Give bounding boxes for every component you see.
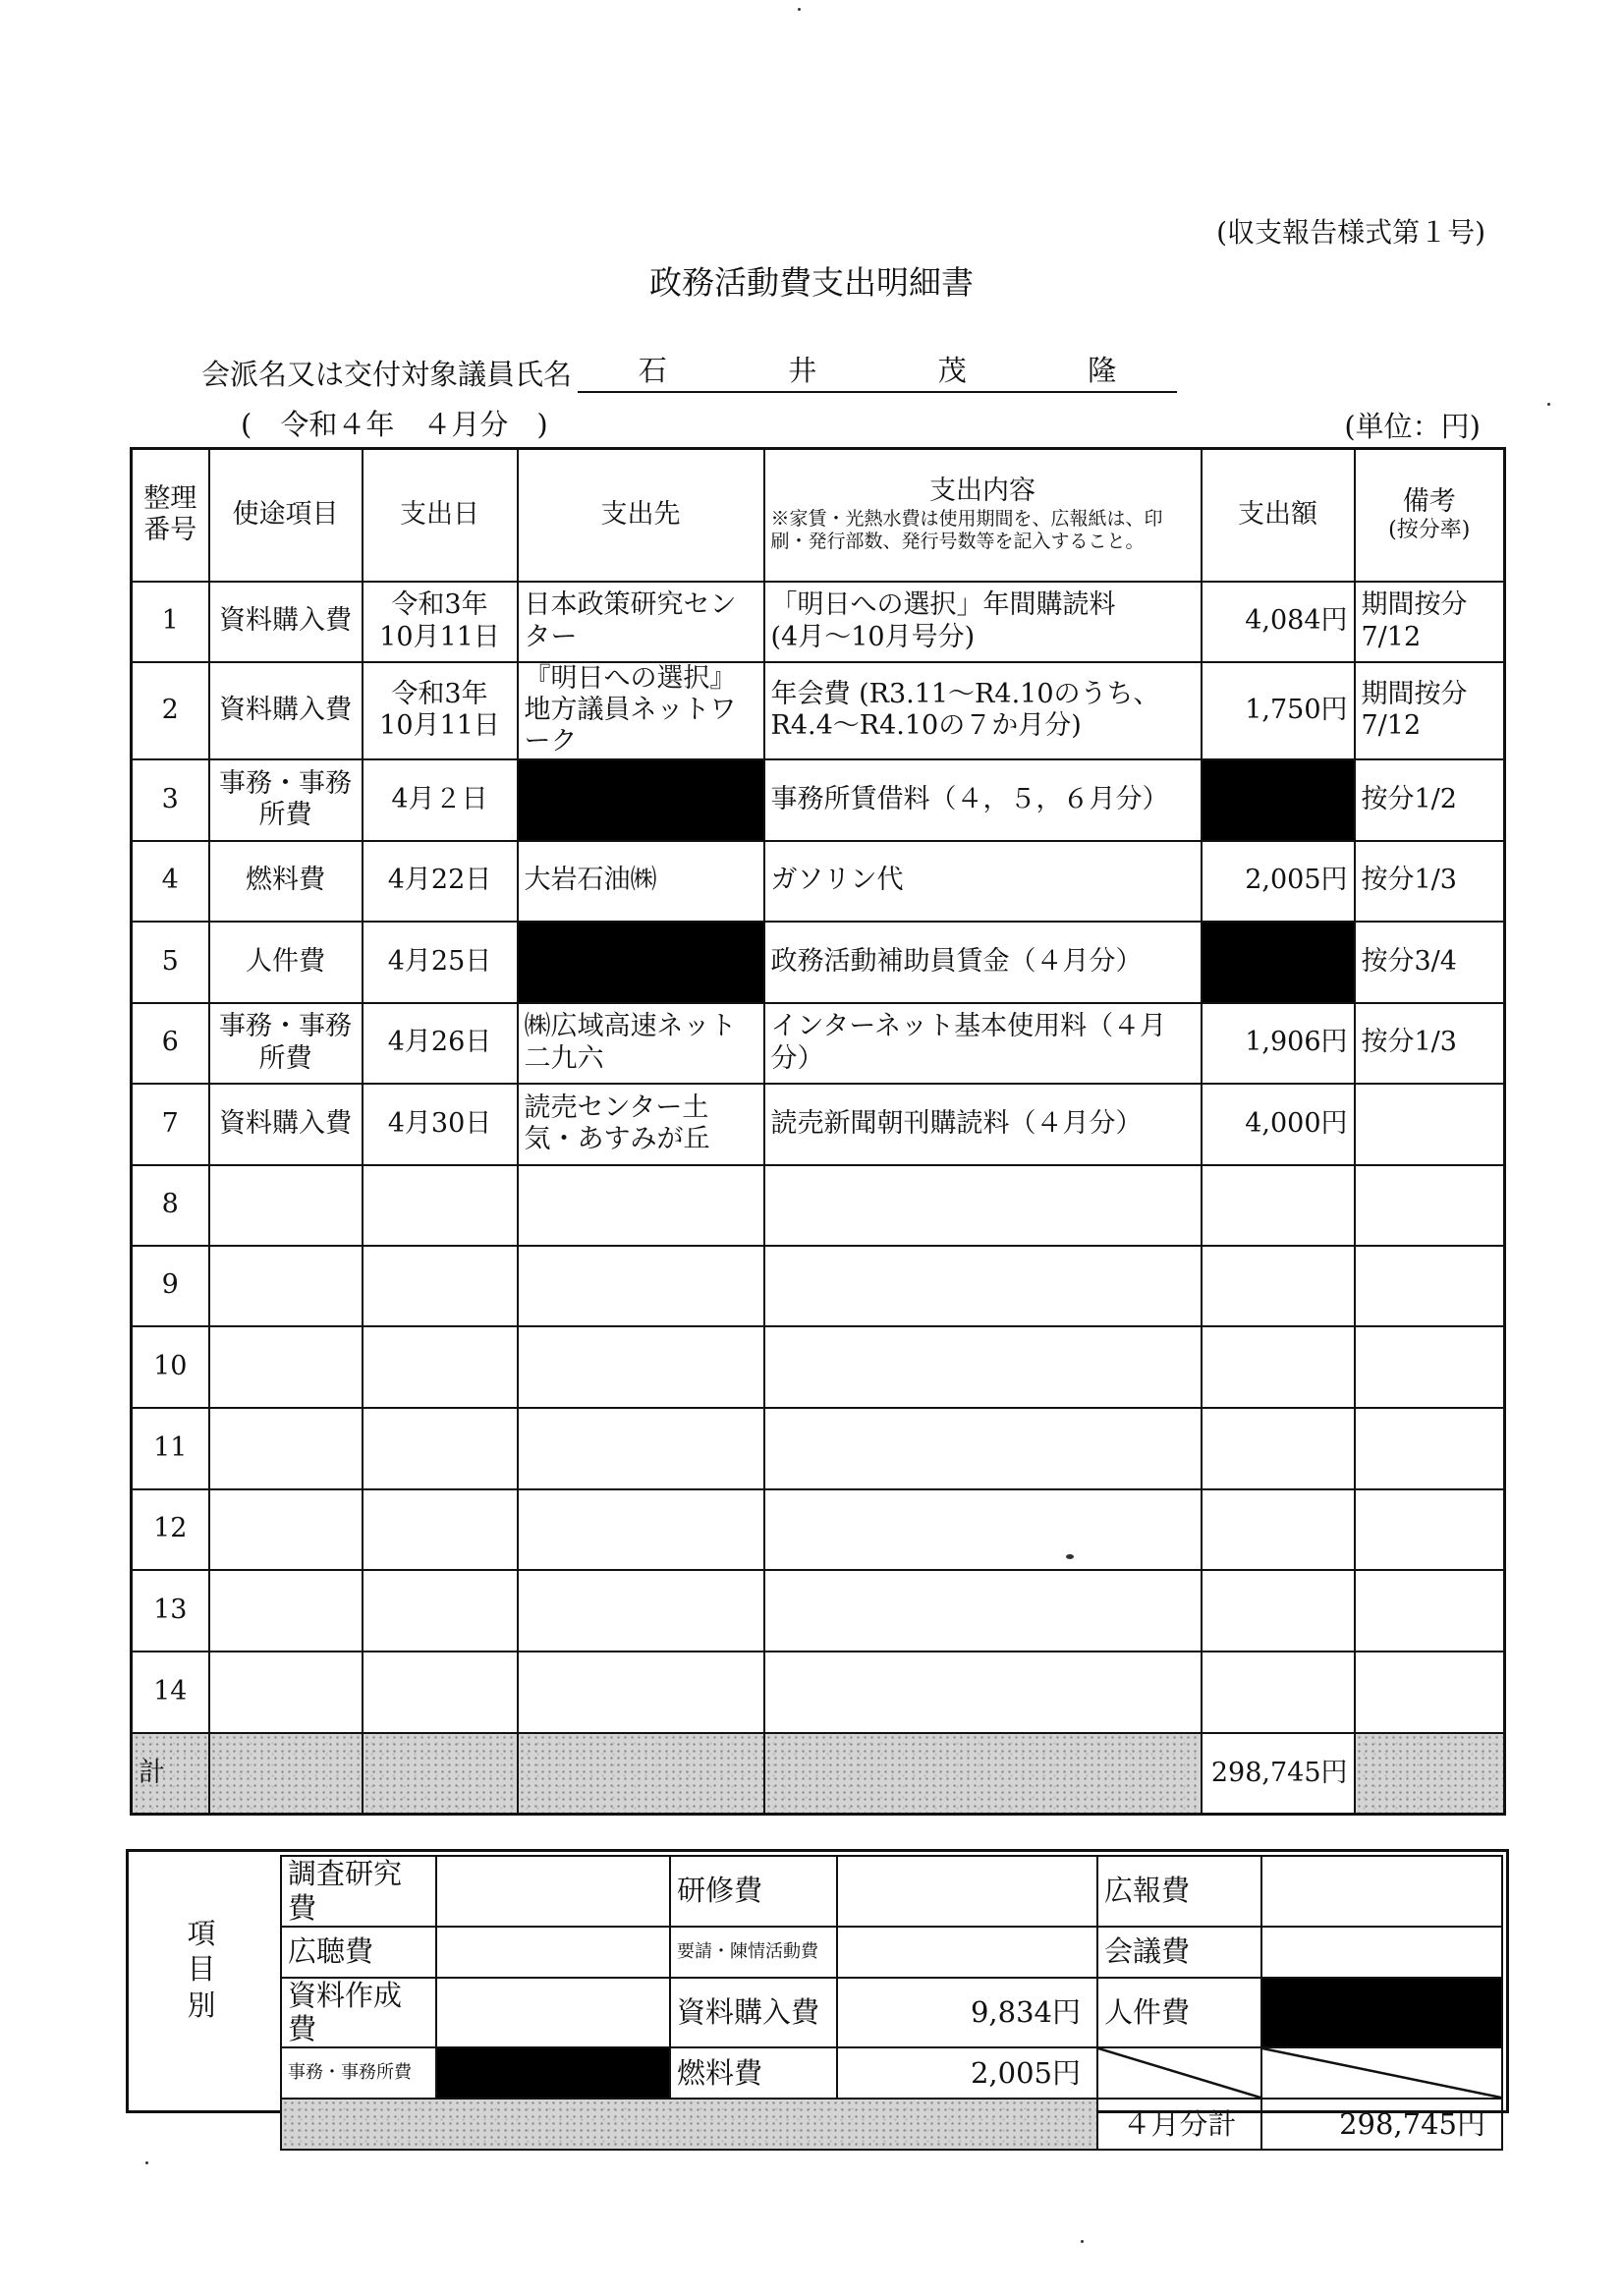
row-amount <box>1202 1489 1355 1570</box>
member-name <box>578 349 1177 393</box>
expense-row <box>132 1084 1505 1165</box>
row-content <box>764 1246 1202 1326</box>
member-row <box>201 349 1177 393</box>
category-name: 要請・陳情活動費 <box>670 1927 837 1978</box>
row-date: 4月30日 <box>363 1084 518 1165</box>
row-content <box>764 1570 1202 1652</box>
member-name-char: 隆 <box>1088 354 1117 387</box>
report-period: ( 令和４年 ４月分 ) <box>241 408 548 441</box>
expense-row <box>132 1003 1505 1084</box>
row-number: 14 <box>132 1652 209 1733</box>
row-content: 事務所賃借料（４，５，６月分） <box>764 759 1202 841</box>
category-amount <box>436 1978 670 2048</box>
row-category <box>209 1652 363 1733</box>
row-category: 燃料費 <box>209 841 363 922</box>
row-number: 2 <box>132 662 209 759</box>
category-name: 資料作成費 <box>281 1978 436 2048</box>
header-date: 支出日 <box>363 449 518 582</box>
row-content: 政務活動補助員賃金（４月分） <box>764 922 1202 1003</box>
row-date <box>363 1165 518 1246</box>
row-payee <box>518 1570 764 1652</box>
category-row <box>281 2047 1502 2099</box>
scan-speck <box>1066 1554 1074 1559</box>
row-date: 令和3年 10月11日 <box>363 662 518 759</box>
row-number: 12 <box>132 1489 209 1570</box>
row-remarks <box>1355 1326 1505 1408</box>
row-remarks <box>1355 1408 1505 1489</box>
expense-row <box>132 582 1505 662</box>
member-name-char: 井 <box>788 354 817 387</box>
row-payee: 読売センター土気・あすみが丘 <box>518 1084 764 1165</box>
category-row <box>281 1978 1502 2048</box>
row-number: 1 <box>132 582 209 662</box>
member-name-char: 石 <box>638 354 667 387</box>
total-label: 計 <box>132 1733 209 1815</box>
scan-speck <box>1081 2240 1084 2243</box>
header-row <box>132 449 1505 582</box>
row-content <box>764 1652 1202 1733</box>
category-name: 事務・事務所費 <box>281 2047 436 2099</box>
category-amount: 2,005円 <box>837 2047 1097 2099</box>
scan-speck <box>145 2161 148 2164</box>
row-number: 8 <box>132 1165 209 1246</box>
row-amount <box>1202 1408 1355 1489</box>
row-payee <box>518 1326 764 1408</box>
category-name: 会議費 <box>1097 1927 1261 1978</box>
row-remarks <box>1355 1489 1505 1570</box>
row-number: 6 <box>132 1003 209 1084</box>
row-category: 資料購入費 <box>209 662 363 759</box>
row-date <box>363 1652 518 1733</box>
category-amount <box>436 1856 670 1927</box>
row-remarks <box>1355 1165 1505 1246</box>
row-number: 9 <box>132 1246 209 1326</box>
category-name: 人件費 <box>1097 1978 1261 2048</box>
row-payee <box>518 1246 764 1326</box>
row-number: 4 <box>132 841 209 922</box>
row-amount: 1,750円 <box>1202 662 1355 759</box>
month-total-amount: 298,745円 <box>1261 2099 1502 2150</box>
row-date <box>363 1489 518 1570</box>
row-amount: 4,084円 <box>1202 582 1355 662</box>
redacted-cell <box>436 2047 670 2099</box>
row-category <box>209 1408 363 1489</box>
row-amount <box>1202 1652 1355 1733</box>
category-summary-label: 項 目 別 <box>187 1917 216 2022</box>
row-category: 資料購入費 <box>209 582 363 662</box>
row-amount <box>1202 1246 1355 1326</box>
expense-row <box>132 1246 1505 1326</box>
row-amount: 2,005円 <box>1202 841 1355 922</box>
member-label: 会派名又は交付対象議員氏名 <box>201 358 573 391</box>
row-date <box>363 1570 518 1652</box>
row-content: ガソリン代 <box>764 841 1202 922</box>
category-name: 燃料費 <box>670 2047 837 2099</box>
diagonal-strike-cell <box>1097 2047 1261 2099</box>
row-category: 人件費 <box>209 922 363 1003</box>
row-content: 「明日への選択」年間購読料 (4月～10月号分) <box>764 582 1202 662</box>
redacted-cell <box>1202 759 1355 841</box>
row-date: 4月25日 <box>363 922 518 1003</box>
header-content-title: 支出内容 <box>929 476 1035 507</box>
row-content: 読売新聞朝刊購読料（４月分） <box>764 1084 1202 1165</box>
row-payee: ㈱広域高速ネット二九六 <box>518 1003 764 1084</box>
row-number: 11 <box>132 1408 209 1489</box>
expense-row <box>132 1408 1505 1489</box>
header-content <box>764 449 1202 582</box>
total-shaded-cell <box>1355 1733 1505 1815</box>
row-category <box>209 1246 363 1326</box>
row-date <box>363 1246 518 1326</box>
row-content: 年会費 (R3.11～R4.10のうち、R4.4～R4.10の７か月分) <box>764 662 1202 759</box>
total-shaded-cell <box>518 1733 764 1815</box>
total-amount: 298,745円 <box>1202 1733 1355 1815</box>
row-content: インターネット基本使用料（４月分） <box>764 1003 1202 1084</box>
shaded-filler <box>281 2099 1097 2150</box>
row-date: 4月26日 <box>363 1003 518 1084</box>
expense-row <box>132 922 1505 1003</box>
category-row <box>281 1927 1502 1978</box>
category-amount <box>436 1927 670 1978</box>
header-remarks-sub: (按分率) <box>1388 518 1471 543</box>
row-category: 資料購入費 <box>209 1084 363 1165</box>
row-remarks: 按分1/3 <box>1355 841 1505 922</box>
row-number: 10 <box>132 1326 209 1408</box>
header-remarks <box>1355 449 1505 582</box>
header-payee: 支出先 <box>518 449 764 582</box>
document-title: 政務活動費支出明細書 <box>649 263 974 302</box>
row-payee <box>518 1652 764 1733</box>
row-amount <box>1202 1165 1355 1246</box>
row-content <box>764 1408 1202 1489</box>
expense-row <box>132 1652 1505 1733</box>
row-payee: 『明日への選択』地方議員ネットワーク <box>518 662 764 759</box>
row-number: 13 <box>132 1570 209 1652</box>
redacted-cell <box>518 922 764 1003</box>
diagonal-strike-cell <box>1261 2047 1502 2099</box>
total-row <box>132 1733 1505 1815</box>
member-name-char: 茂 <box>937 354 967 387</box>
row-amount: 4,000円 <box>1202 1084 1355 1165</box>
expense-row <box>132 662 1505 759</box>
row-payee: 日本政策研究センター <box>518 582 764 662</box>
row-date: 令和3年 10月11日 <box>363 582 518 662</box>
row-payee <box>518 1165 764 1246</box>
row-number: 5 <box>132 922 209 1003</box>
redacted-cell <box>1202 922 1355 1003</box>
header-remarks-title: 備考 <box>1402 485 1456 517</box>
category-summary-table <box>280 1855 1503 2151</box>
row-amount <box>1202 1570 1355 1652</box>
total-shaded-cell <box>764 1733 1202 1815</box>
row-content <box>764 1326 1202 1408</box>
scan-speck <box>798 8 801 11</box>
row-date <box>363 1326 518 1408</box>
row-remarks <box>1355 1570 1505 1652</box>
row-remarks: 期間按分 7/12 <box>1355 582 1505 662</box>
expense-row <box>132 1570 1505 1652</box>
row-remarks <box>1355 1246 1505 1326</box>
row-amount <box>1202 1326 1355 1408</box>
category-amount <box>1261 1856 1502 1927</box>
category-amount <box>837 1927 1097 1978</box>
category-name: 広報費 <box>1097 1856 1261 1927</box>
category-name: 調査研究費 <box>281 1856 436 1927</box>
category-name: 広聴費 <box>281 1927 436 1978</box>
form-number: (収支報告様式第１号) <box>1216 216 1485 249</box>
row-date: 4月２日 <box>363 759 518 841</box>
row-category <box>209 1570 363 1652</box>
scan-speck <box>1547 403 1550 406</box>
row-payee: 大岩石油㈱ <box>518 841 764 922</box>
row-remarks <box>1355 1084 1505 1165</box>
month-total-label: ４月分計 <box>1097 2099 1261 2150</box>
expense-row <box>132 1489 1505 1570</box>
row-remarks: 按分1/3 <box>1355 1003 1505 1084</box>
header-no: 整理番号 <box>132 449 209 582</box>
header-content-note: ※家賃・光熱水費は使用期間を、広報紙は、印刷・発行部数、発行号数等を記入すること。 <box>770 507 1163 553</box>
category-name: 研修費 <box>670 1856 837 1927</box>
row-remarks: 按分3/4 <box>1355 922 1505 1003</box>
expense-row <box>132 841 1505 922</box>
row-remarks <box>1355 1652 1505 1733</box>
row-payee <box>518 1489 764 1570</box>
currency-unit: (単位：円) <box>1344 410 1481 443</box>
redacted-cell <box>518 759 764 841</box>
expense-row <box>132 1326 1505 1408</box>
category-row <box>281 1856 1502 1927</box>
row-category <box>209 1165 363 1246</box>
row-content <box>764 1489 1202 1570</box>
row-date <box>363 1408 518 1489</box>
row-amount: 1,906円 <box>1202 1003 1355 1084</box>
category-total-row <box>281 2099 1502 2150</box>
total-shaded-cell <box>209 1733 363 1815</box>
redacted-cell <box>1261 1978 1502 2048</box>
row-category <box>209 1489 363 1570</box>
row-number: 3 <box>132 759 209 841</box>
row-remarks: 期間按分 7/12 <box>1355 662 1505 759</box>
category-name: 資料購入費 <box>670 1978 837 2048</box>
row-content <box>764 1165 1202 1246</box>
expense-table <box>130 447 1506 1816</box>
row-number: 7 <box>132 1084 209 1165</box>
row-payee <box>518 1408 764 1489</box>
expense-row <box>132 759 1505 841</box>
total-shaded-cell <box>363 1733 518 1815</box>
category-amount: 9,834円 <box>837 1978 1097 2048</box>
category-amount <box>1261 1927 1502 1978</box>
header-category: 使途項目 <box>209 449 363 582</box>
row-category <box>209 1326 363 1408</box>
expense-row <box>132 1165 1505 1246</box>
header-amount: 支出額 <box>1202 449 1355 582</box>
row-date: 4月22日 <box>363 841 518 922</box>
row-category: 事務・事務所費 <box>209 1003 363 1084</box>
row-remarks: 按分1/2 <box>1355 759 1505 841</box>
category-amount <box>837 1856 1097 1927</box>
row-category: 事務・事務所費 <box>209 759 363 841</box>
